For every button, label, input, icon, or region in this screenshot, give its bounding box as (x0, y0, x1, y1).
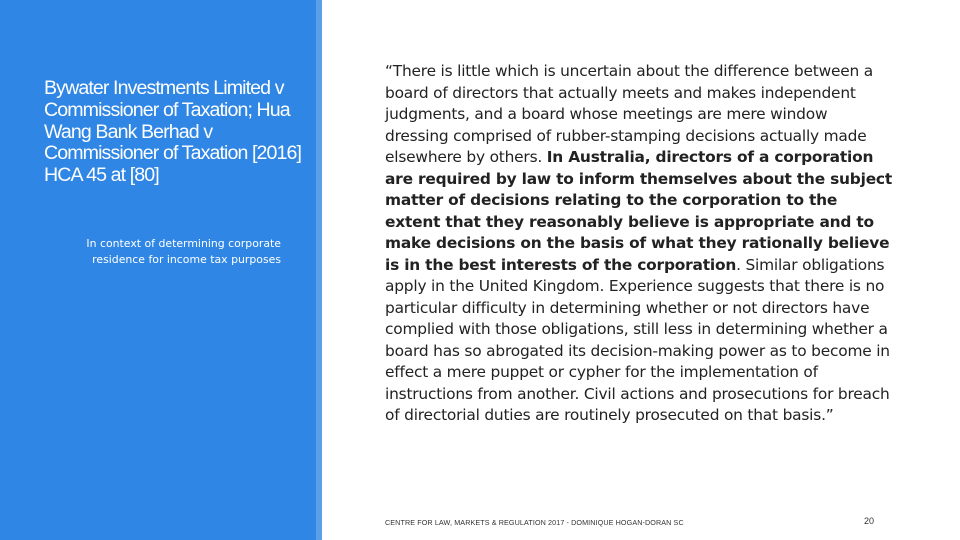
page-number: 20 (864, 516, 875, 526)
slide-subtitle: In context of determining corporate residence for income tax purposes (86, 237, 281, 266)
quote-text-rest: . Similar obligations apply in the United Kingdom. Experience suggests that there is no particular difficulty in determining whether or not directors have complied with those obligations, still less in determining whether a board has so abrogated its decision-making power as to become in effect a mere puppet or cypher for the implementation of instructions from another. Civil actions and prosecutions for breach of directorial duties are routinely prosecuted on that basis.” (385, 255, 890, 424)
slide-title: Bywater Investments Limited v Commissioner of Taxation; Hua Wang Bank Berhad v Commissioner of Taxation [2016] HCA 45 at [80] (44, 77, 302, 187)
panel-divider (316, 0, 322, 540)
quote-block (385, 61, 895, 427)
quote-text-emphasis: In Australia, directors of a corporation are required by law to inform themselves about the subject matter of decisions relating to the corporation to the extent that they reasonably believe is appropriate and to make decisions on the basis of what they rationally believe is in the best interests of the corporation (385, 148, 893, 274)
quote-text-intro: “There is little which is uncertain about the difference between a board of directors that actually meets and makes independent judgments, and a board whose meetings are mere window dressing comprised of rubber-stamping decisions actually made elsewhere by others. (385, 62, 873, 166)
slide-footer: CENTRE FOR LAW, MARKETS & REGULATION 2017 - DOMINIQUE HOGAN-DORAN SC (385, 518, 684, 527)
title-panel (0, 0, 316, 540)
